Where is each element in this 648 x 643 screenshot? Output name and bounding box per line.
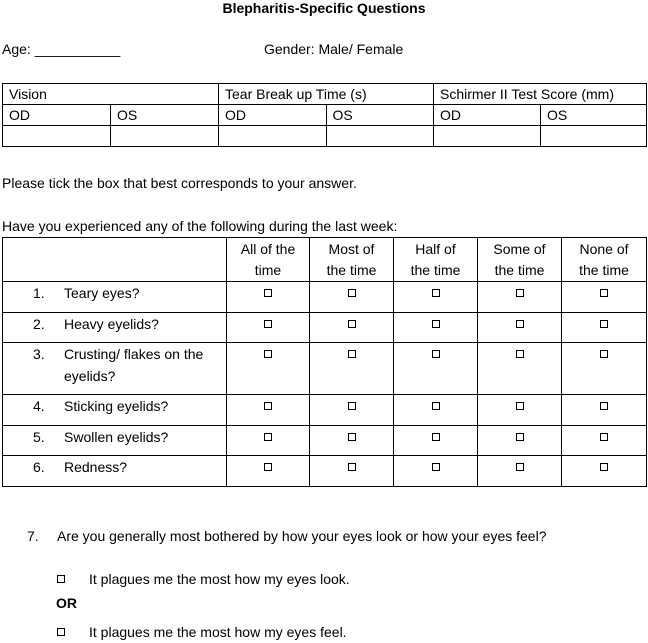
form-title: Blepharitis-Specific Questions bbox=[222, 0, 426, 16]
table-row bbox=[3, 395, 647, 426]
checkbox[interactable] bbox=[264, 350, 272, 358]
checkbox[interactable] bbox=[516, 402, 524, 410]
exam-entry-row bbox=[3, 126, 647, 147]
symptom-header-row bbox=[3, 238, 647, 282]
tbut-os-header: OS bbox=[326, 105, 434, 126]
symptom-label: 1. Teary eyes? bbox=[3, 282, 227, 313]
checkbox[interactable] bbox=[516, 350, 524, 358]
symptom-label: 2. Heavy eyelids? bbox=[3, 313, 227, 343]
checkbox[interactable] bbox=[264, 433, 272, 441]
question-7-number: 7. bbox=[27, 528, 39, 544]
schirmer-header: Schirmer II Test Score (mm) bbox=[434, 84, 647, 105]
checkbox-feel[interactable] bbox=[57, 628, 65, 636]
checkbox[interactable] bbox=[348, 289, 356, 297]
checkbox[interactable] bbox=[264, 402, 272, 410]
checkbox[interactable] bbox=[600, 320, 608, 328]
exam-table bbox=[2, 83, 647, 147]
table-row bbox=[3, 426, 647, 456]
option-header-most: Most of the time bbox=[310, 238, 394, 282]
vision-od-header: OD bbox=[3, 105, 111, 126]
table-row bbox=[3, 282, 647, 313]
schirmer-os-entry[interactable] bbox=[541, 126, 647, 147]
tbut-od-entry[interactable] bbox=[219, 126, 327, 147]
tbut-os-entry[interactable] bbox=[326, 126, 434, 147]
vision-header: Vision bbox=[3, 84, 219, 105]
symptom-label: 6. Redness? bbox=[3, 456, 227, 487]
checkbox[interactable] bbox=[348, 350, 356, 358]
checkbox[interactable] bbox=[600, 402, 608, 410]
age-field[interactable]: Age: ___________ bbox=[2, 41, 121, 57]
exam-header-row bbox=[3, 84, 647, 105]
checkbox[interactable] bbox=[600, 463, 608, 471]
checkbox[interactable] bbox=[432, 350, 440, 358]
checkbox[interactable] bbox=[264, 289, 272, 297]
vision-os-header: OS bbox=[111, 105, 219, 126]
or-label: OR bbox=[56, 595, 77, 611]
option-feel-label: It plagues me the most how my eyes feel. bbox=[89, 624, 347, 640]
checkbox[interactable] bbox=[432, 320, 440, 328]
instruction-text: Please tick the box that best corresponds to your answer. bbox=[2, 175, 357, 191]
schirmer-os-header: OS bbox=[541, 105, 647, 126]
checkbox[interactable] bbox=[348, 463, 356, 471]
question-lead: Have you experienced any of the following during the last week: bbox=[2, 218, 398, 234]
vision-od-entry[interactable] bbox=[3, 126, 111, 147]
table-row bbox=[3, 456, 647, 487]
checkbox[interactable] bbox=[516, 463, 524, 471]
checkbox[interactable] bbox=[348, 402, 356, 410]
tear-breakup-header: Tear Break up Time (s) bbox=[219, 84, 434, 105]
exam-subheader-row bbox=[3, 105, 647, 126]
checkbox[interactable] bbox=[348, 320, 356, 328]
option-header-all: All of the time bbox=[227, 238, 310, 282]
checkbox[interactable] bbox=[516, 289, 524, 297]
table-row bbox=[3, 313, 647, 343]
question-7-text: Are you generally most bothered by how your eyes look or how your eyes feel? bbox=[57, 528, 547, 544]
checkbox[interactable] bbox=[516, 433, 524, 441]
checkbox[interactable] bbox=[432, 289, 440, 297]
option-header-some: Some of the time bbox=[478, 238, 562, 282]
checkbox[interactable] bbox=[432, 433, 440, 441]
option-header-half: Half of the time bbox=[394, 238, 478, 282]
checkbox[interactable] bbox=[600, 433, 608, 441]
checkbox[interactable] bbox=[264, 320, 272, 328]
symptom-label: 4. Sticking eyelids? bbox=[3, 395, 227, 426]
checkbox[interactable] bbox=[432, 463, 440, 471]
option-look-label: It plagues me the most how my eyes look. bbox=[89, 571, 350, 587]
checkbox[interactable] bbox=[264, 463, 272, 471]
vision-os-entry[interactable] bbox=[111, 126, 219, 147]
tbut-od-header: OD bbox=[219, 105, 327, 126]
checkbox[interactable] bbox=[348, 433, 356, 441]
table-row bbox=[3, 343, 647, 395]
option-look bbox=[57, 571, 350, 587]
gender-field[interactable]: Gender: Male/ Female bbox=[264, 41, 404, 57]
checkbox-look[interactable] bbox=[57, 575, 65, 583]
checkbox[interactable] bbox=[516, 320, 524, 328]
symptom-table bbox=[2, 237, 647, 487]
schirmer-od-header: OD bbox=[434, 105, 541, 126]
checkbox[interactable] bbox=[600, 289, 608, 297]
symptom-header-blank bbox=[3, 238, 227, 282]
checkbox[interactable] bbox=[432, 402, 440, 410]
question-7 bbox=[27, 528, 547, 544]
symptom-label: 3. Crusting/ flakes on the eyelids? bbox=[3, 343, 227, 395]
option-header-none: None of the time bbox=[562, 238, 647, 282]
schirmer-od-entry[interactable] bbox=[434, 126, 541, 147]
checkbox[interactable] bbox=[600, 350, 608, 358]
option-feel bbox=[57, 624, 347, 640]
symptom-label: 5. Swollen eyelids? bbox=[3, 426, 227, 456]
